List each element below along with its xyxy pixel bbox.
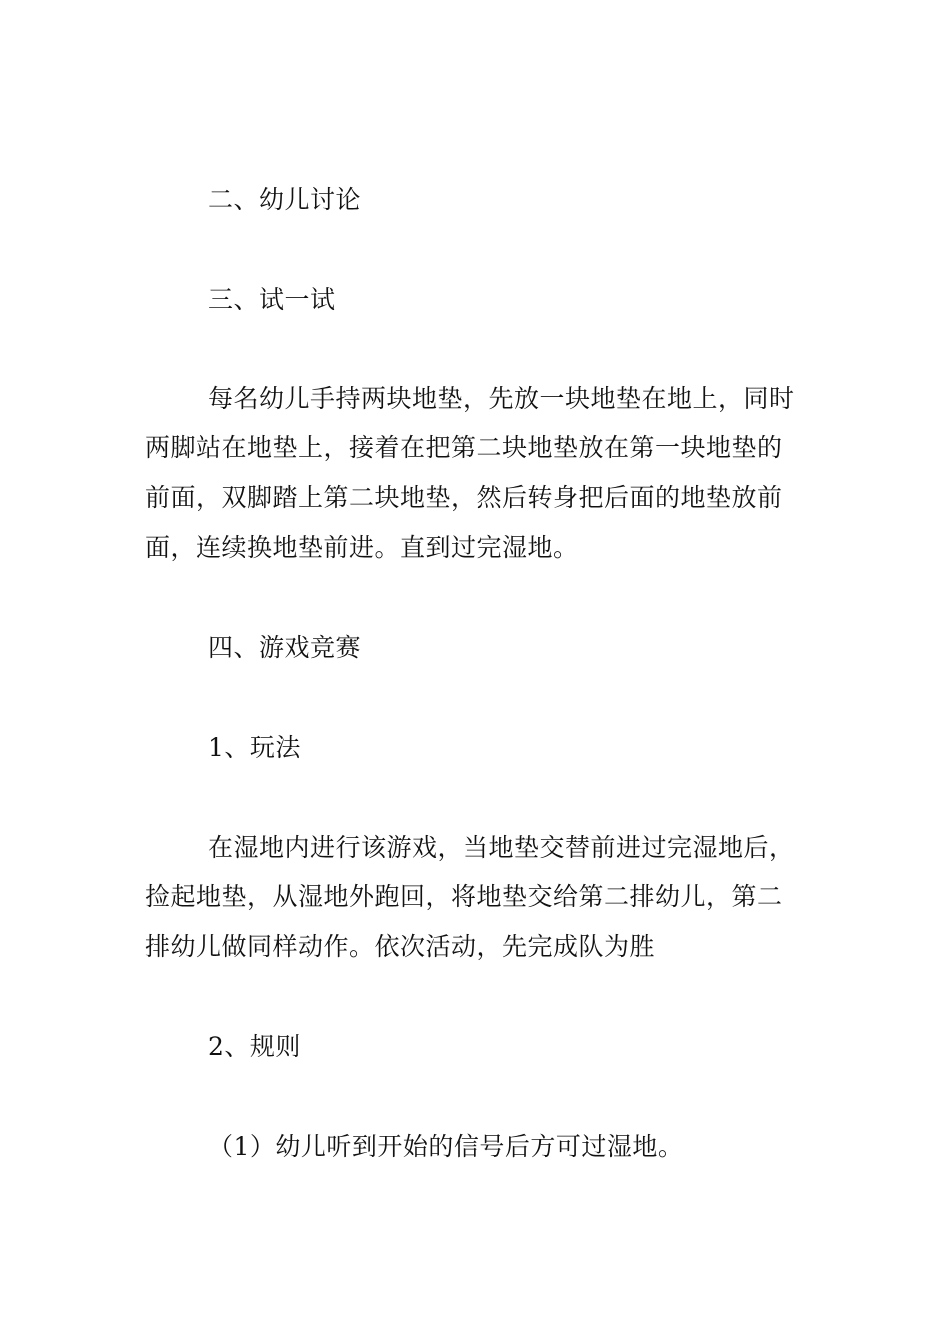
- paragraph-line: 在湿地内进行该游戏，当地垫交替前进过完湿地后，: [208, 833, 795, 862]
- section-heading-discussion: 二、幼儿讨论: [208, 185, 362, 214]
- section-heading-competition: 四、游戏竞赛: [208, 633, 362, 662]
- subheading-gameplay: 1、玩法: [208, 733, 301, 762]
- rule-item: （1）幼儿听到开始的信号后方可过湿地。: [208, 1132, 684, 1161]
- paragraph-line: 捡起地垫，从湿地外跑回，将地垫交给第二排幼儿，第二: [145, 882, 783, 911]
- paragraph-line: 排幼儿做同样动作。依次活动，先完成队为胜: [145, 932, 656, 961]
- paragraph-line: 面，连续换地垫前进。直到过完湿地。: [145, 533, 579, 562]
- paragraph-line: 前面，双脚踏上第二块地垫，然后转身把后面的地垫放前: [145, 483, 783, 512]
- paragraph-line: 每名幼儿手持两块地垫，先放一块地垫在地上，同时: [208, 384, 795, 413]
- section-heading-try: 三、试一试: [208, 285, 336, 314]
- paragraph-line: 两脚站在地垫上，接着在把第二块地垫放在第一块地垫的: [145, 433, 783, 462]
- subheading-rules: 2、规则: [208, 1032, 301, 1061]
